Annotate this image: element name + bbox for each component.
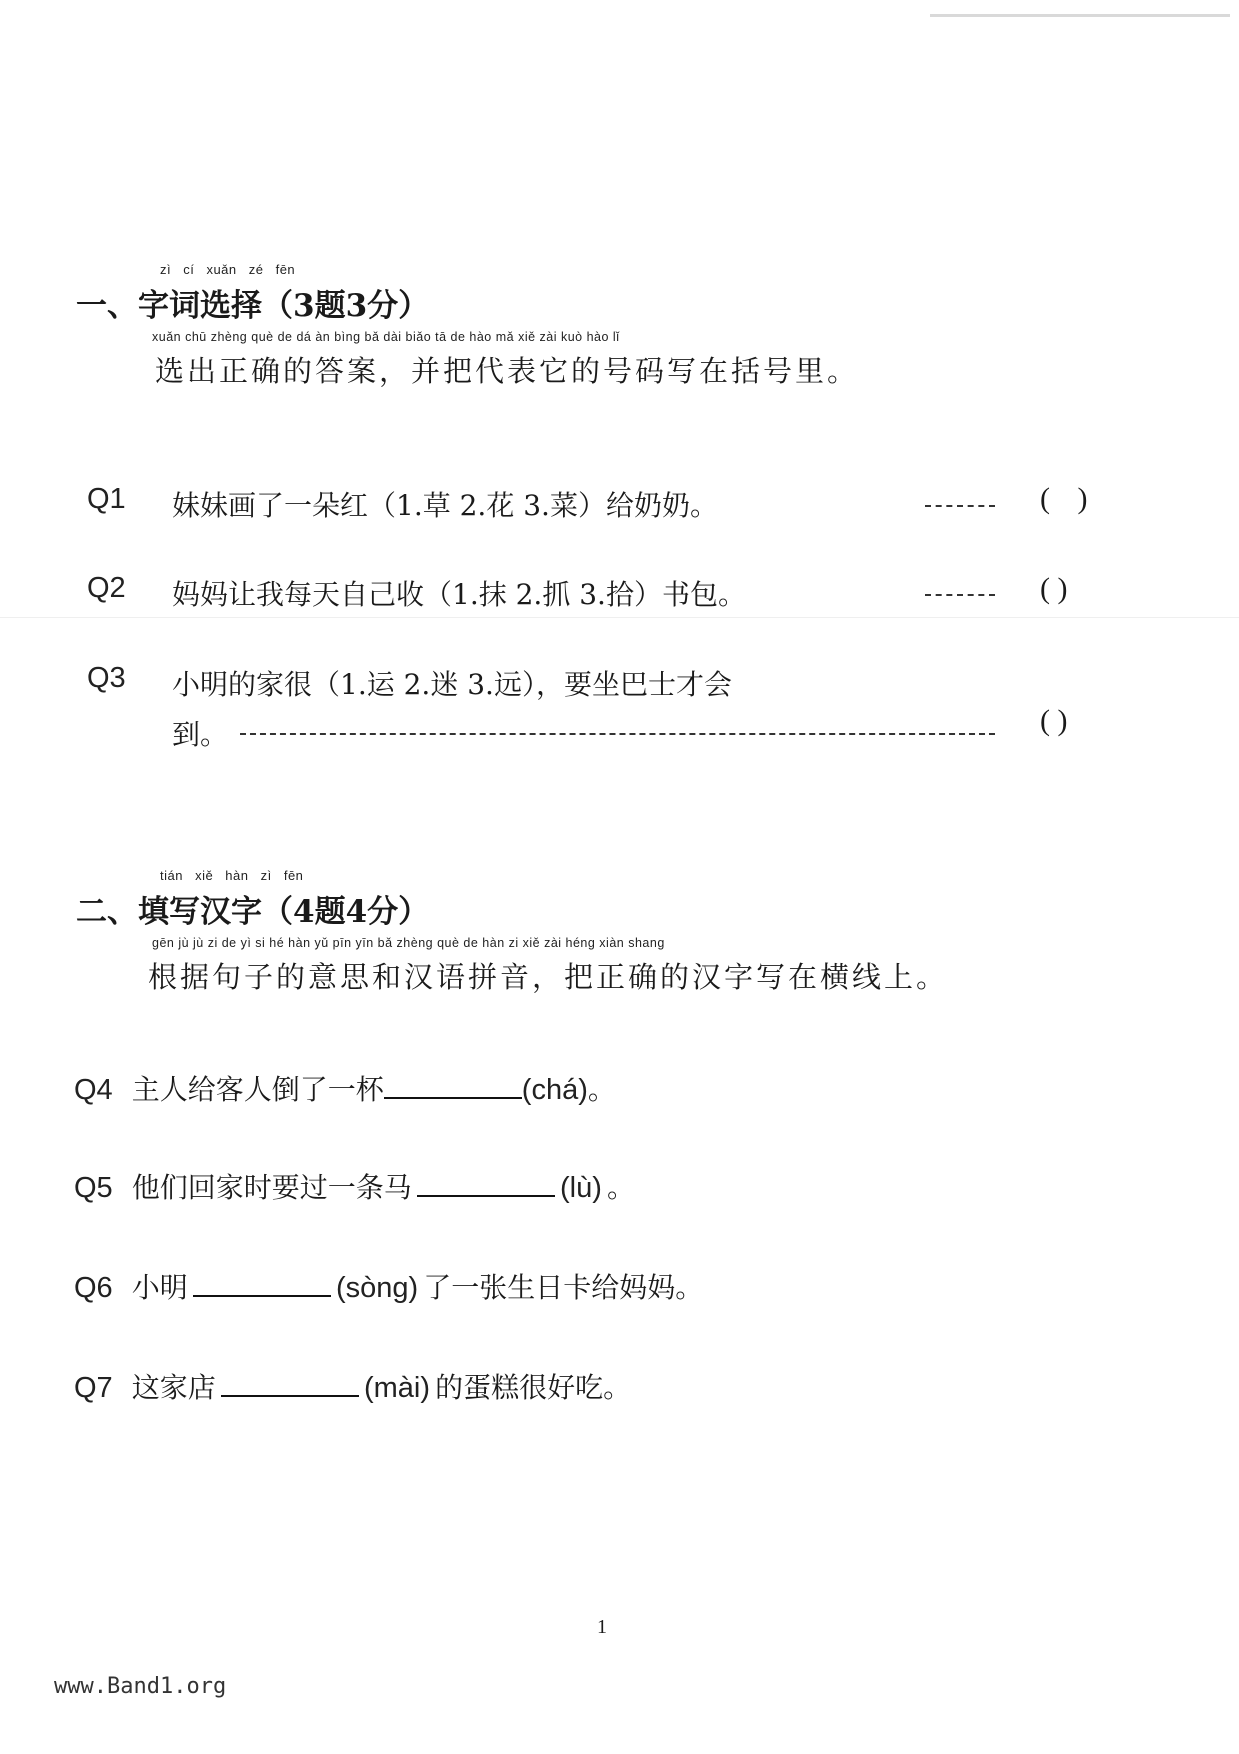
section2-instruction-pinyin: gēn jù jù zi de yì si hé hàn yǔ pīn yīn bǎ zhèng què de hàn zi xiě zài héng xiàn shang bbox=[152, 936, 665, 950]
answer-parentheses[interactable]: ( ) bbox=[1040, 572, 1068, 605]
question-text: 小明 bbox=[131, 1271, 188, 1304]
answer-blank[interactable] bbox=[384, 1097, 522, 1099]
scan-artifact bbox=[930, 14, 1230, 17]
dashed-leader bbox=[925, 505, 995, 507]
pinyin-hint: (sòng) bbox=[335, 1272, 419, 1304]
section1-heading-pinyin: zì cí xuǎn zé fēn bbox=[160, 262, 296, 277]
question-text-line2: 到。 bbox=[172, 718, 229, 751]
question-number: Q1 bbox=[87, 483, 126, 515]
pinyin-hint: (mài) bbox=[363, 1372, 431, 1404]
question-text-line1: 小明的家很（1.运 2.迷 3.远），要坐巴士才会 bbox=[172, 668, 732, 701]
dashed-leader bbox=[925, 594, 995, 596]
question-number: Q2 bbox=[87, 572, 126, 604]
scan-artifact bbox=[0, 617, 1239, 618]
page-number: 1 bbox=[597, 1616, 607, 1638]
answer-parentheses[interactable]: ( ) bbox=[1040, 704, 1068, 737]
pinyin-hint: (chá) bbox=[521, 1074, 588, 1106]
pinyin-hint: (lù) bbox=[559, 1172, 602, 1204]
question-row bbox=[74, 1266, 703, 1306]
section2-heading: 二、填写汉字（4题4分） bbox=[76, 894, 430, 930]
answer-blank[interactable] bbox=[221, 1395, 359, 1397]
question-text: 这家店 bbox=[131, 1371, 216, 1404]
question-text-end: 的蛋糕很好吃。 bbox=[435, 1371, 632, 1404]
question-number: Q7 bbox=[74, 1372, 113, 1404]
question-number: Q5 bbox=[74, 1172, 113, 1204]
dashed-leader bbox=[240, 733, 995, 735]
question-text: 主人给客人倒了一杯 bbox=[131, 1073, 384, 1106]
question-text: 他们回家时要过一条马 bbox=[131, 1171, 412, 1204]
section1-instruction: 选出正确的答案，并把代表它的号码写在括号里。 bbox=[155, 354, 860, 388]
question-number: Q6 bbox=[74, 1272, 113, 1304]
section1-heading: 一、字词选择（3题3分） bbox=[76, 288, 430, 324]
section2-instruction: 根据句子的意思和汉语拼音，把正确的汉字写在横线上。 bbox=[148, 960, 949, 994]
question-text-end: 。 bbox=[606, 1171, 635, 1204]
question-text-end: 了一张生日卡给妈妈。 bbox=[423, 1271, 704, 1304]
footer-url[interactable]: www.Band1.org bbox=[54, 1674, 227, 1699]
question-text-end: 。 bbox=[587, 1073, 616, 1106]
question-text: 妈妈让我每天自己收（1.抹 2.抓 3.拾）书包。 bbox=[172, 578, 746, 611]
question-row bbox=[74, 1366, 631, 1406]
question-number: Q4 bbox=[74, 1074, 113, 1106]
question-number: Q3 bbox=[87, 662, 126, 694]
answer-blank[interactable] bbox=[417, 1195, 555, 1197]
question-row bbox=[74, 1166, 635, 1206]
answer-parentheses[interactable]: ( ) bbox=[1040, 482, 1088, 515]
section2-heading-pinyin: tián xiě hàn zì fēn bbox=[160, 868, 304, 883]
question-text: 妹妹画了一朵红（1.草 2.花 3.菜）给奶奶。 bbox=[172, 489, 718, 522]
question-row bbox=[74, 1068, 616, 1108]
section1-instruction-pinyin: xuǎn chū zhèng què de dá àn bìng bǎ dài biǎo tā de hào mǎ xiě zài kuò hào lǐ bbox=[152, 330, 620, 344]
answer-blank[interactable] bbox=[193, 1295, 331, 1297]
